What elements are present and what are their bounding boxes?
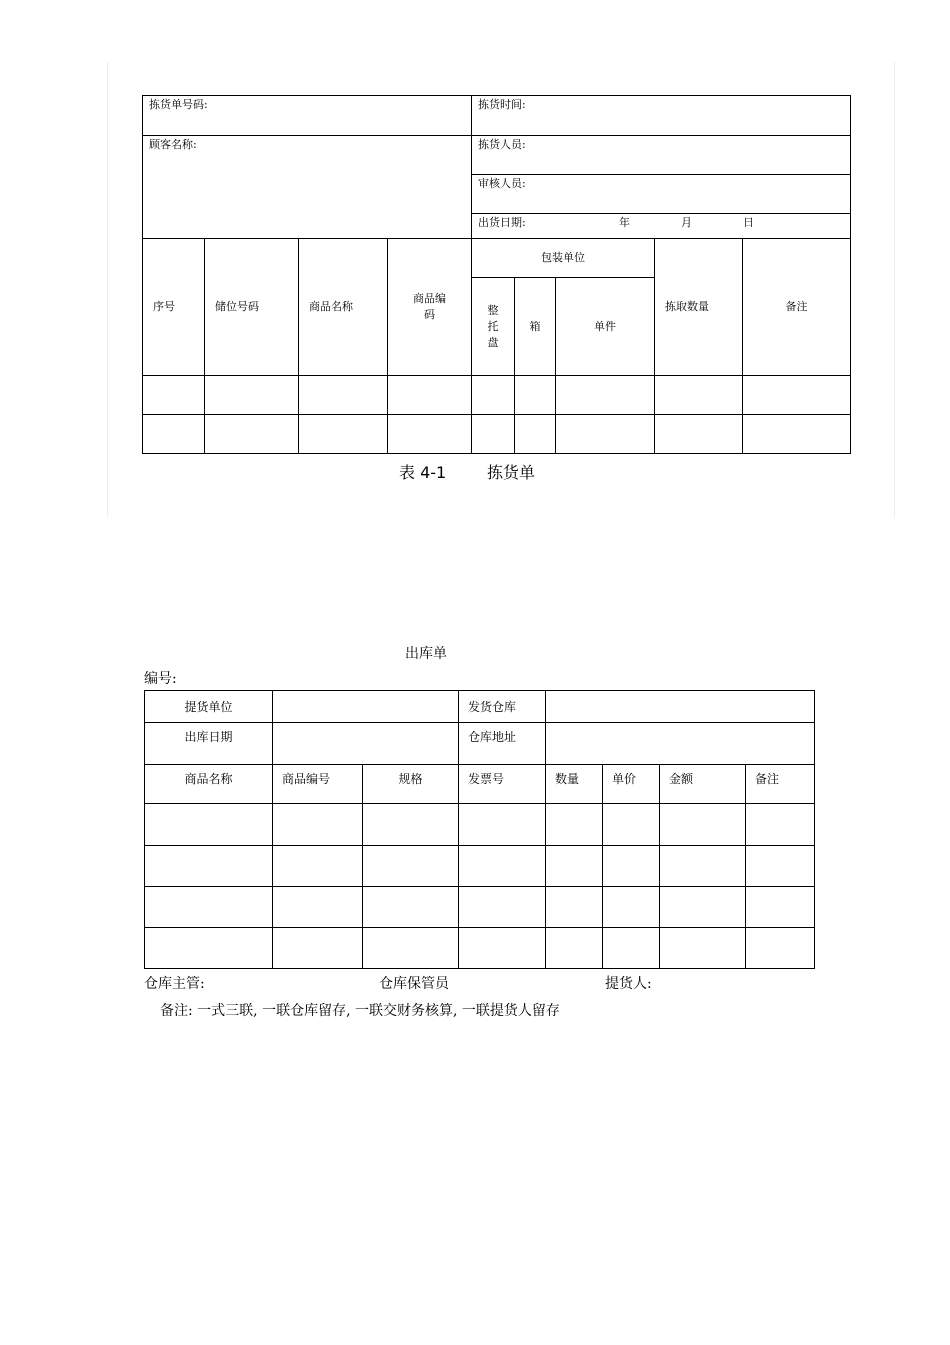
table-row <box>145 887 815 928</box>
col-pick-qty-header: 拣取数量 <box>655 239 743 376</box>
ship-warehouse-label: 发货仓库 <box>459 691 546 723</box>
col-qty-header: 数量 <box>546 765 603 804</box>
col-remark-header: 备注 <box>743 239 851 376</box>
warehouse-address-label: 仓库地址 <box>459 723 546 765</box>
col-package-unit-header: 包装单位 <box>472 239 655 278</box>
reviewer-field[interactable] <box>472 175 851 214</box>
col-product-code-header: 商品编号 <box>273 765 363 804</box>
caption-number: 表 4-1 <box>399 463 447 482</box>
customer-label: 顾客名称: <box>149 138 197 151</box>
col-piece-header: 单件 <box>556 278 655 376</box>
col-remark-header: 备注 <box>746 765 815 804</box>
customer-field[interactable] <box>143 136 472 239</box>
outbound-table <box>144 690 815 969</box>
col-pallet-header: 整托盘 <box>472 278 515 376</box>
table-row <box>145 804 815 846</box>
copies-remark: 备注: 一式三联, 一联仓库留存, 一联交财务核算, 一联提货人留存 <box>160 1003 560 1019</box>
col-product-name-header: 商品名称 <box>145 765 273 804</box>
pickup-unit-field[interactable] <box>273 691 459 723</box>
caption-title: 拣货单 <box>487 463 536 482</box>
day-label: 日 <box>743 216 755 229</box>
reviewer-label: 审核人员: <box>478 177 526 190</box>
supervisor-label: 仓库主管: <box>144 976 205 992</box>
picker-field[interactable] <box>472 136 851 175</box>
table-row <box>145 846 815 887</box>
col-invoice-header: 发票号 <box>459 765 546 804</box>
outbound-number-label: 编号: <box>144 671 177 687</box>
pick-time-label: 拣货时间: <box>478 98 526 111</box>
col-unit-price-header: 单价 <box>603 765 660 804</box>
picker-label: 拣货人员: <box>478 138 526 151</box>
col-seq-header: 序号 <box>143 239 205 376</box>
order-no-label: 拣货单号码: <box>149 98 208 111</box>
pickup-unit-label: 提货单位 <box>145 691 273 723</box>
col-spec-header: 规格 <box>363 765 459 804</box>
col-product-name-header: 商品名称 <box>299 239 388 376</box>
year-label: 年 <box>619 216 631 229</box>
page-frame-left <box>107 62 108 517</box>
page-frame-right <box>894 62 895 517</box>
picking-list-table <box>142 95 851 454</box>
ship-warehouse-field[interactable] <box>546 691 815 723</box>
table-row <box>145 928 815 969</box>
col-product-code-header: 商品编码 <box>388 239 472 376</box>
col-box-header: 箱 <box>515 278 556 376</box>
receiver-label: 提货人: <box>605 976 652 992</box>
outbound-title: 出库单 <box>405 646 447 662</box>
col-location-header: 储位号码 <box>205 239 299 376</box>
col-amount-header: 金额 <box>660 765 746 804</box>
order-no-field[interactable] <box>143 96 472 136</box>
out-date-label: 出库日期 <box>145 723 273 765</box>
out-date-field[interactable] <box>273 723 459 765</box>
month-label: 月 <box>681 216 693 229</box>
table-row <box>143 415 851 454</box>
keeper-label: 仓库保管员 <box>379 976 449 992</box>
ship-date-label: 出货日期: <box>478 216 526 229</box>
ship-date-field[interactable] <box>472 214 851 239</box>
table-row <box>143 376 851 415</box>
warehouse-address-field[interactable] <box>546 723 815 765</box>
pick-time-field[interactable] <box>472 96 851 136</box>
